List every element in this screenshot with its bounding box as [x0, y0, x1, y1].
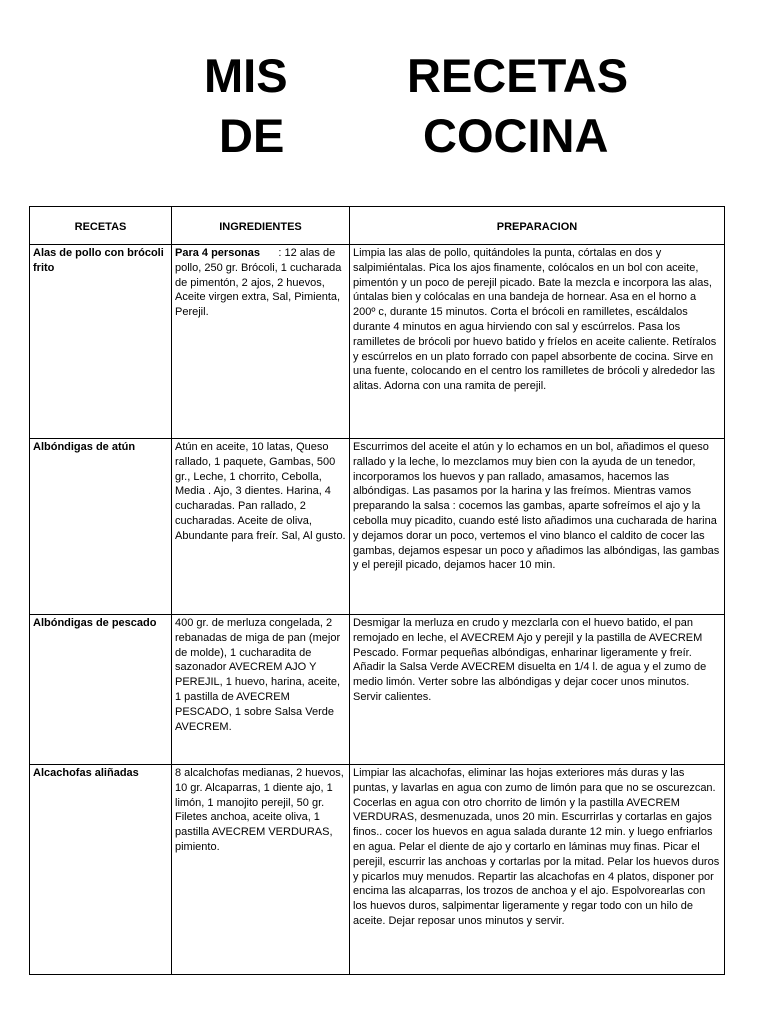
recipe-name: Albóndigas de atún	[30, 439, 172, 615]
recipe-ingredients	[172, 245, 350, 439]
table-header-row	[30, 207, 725, 245]
title-word-mis: MIS	[204, 49, 288, 102]
header-preparacion: PREPARACION	[350, 207, 725, 245]
recipe-ingredients: 400 gr. de merluza congelada, 2 rebanadas de miga de pan (mejor de molde), 1 cucharadita de sazonador AVECREM AJO Y PEREJIL, 1 huevo, harina, aceite, 1 pastilla de AVECREM PESCADO, 1 sobre Salsa Verde AVECREM.	[172, 615, 350, 765]
table-row	[30, 439, 725, 615]
header-recetas: RECETAS	[30, 207, 172, 245]
recipe-name: Alas de pollo con brócoli frito	[30, 245, 172, 439]
document-title	[0, 46, 768, 166]
title-word-recetas: RECETAS	[407, 49, 629, 102]
recipe-preparation: Desmigar la merluza en crudo y mezclarla con el huevo batido, el pan remojado en leche, el AVECREM Ajo y perejil y la pastilla de AVECREM Pescado. Formar pequeñas albóndigas, enharinar ligeramente y freír. Añadir la Salsa Verde AVECREM disuelta en 1/4 l. de agua y el zumo de medio limón. Verter sobre las albóndigas y dejar cocer unos minutos. Servir calientes.	[350, 615, 725, 765]
table-row	[30, 245, 725, 439]
recipe-name: Albóndigas de pescado	[30, 615, 172, 765]
table-row	[30, 615, 725, 765]
recipe-name: Alcachofas aliñadas	[30, 765, 172, 975]
recipe-preparation: Limpia las alas de pollo, quitándoles la punta, córtalas en dos y salpimiéntalas. Pica los ajos finamente, colócalos en un bol con aceite, pimentón y un poco de perejil picado. Bate la mezcla e incorpora las alas, úntalas bien y colócalas en una bandeja de hornear. Asa en el horno a 200º c, durante 15 minutos. Corta el brócoli en ramilletes, escáldalos durante 4 minutos en agua hirviendo con sal y escúrrelos. Pasa los ramilletes de brócoli por huevo batido y fríelos en aceite caliente. Retíralos y escúrrelos en un plato forrado con papel absorbente de cocina. Sirve en una fuente, colocando en el centro los ramilletes de brócoli y alrededor las alitas. Adorna con una ramita de perejil.	[350, 245, 725, 439]
recipe-preparation: Escurrimos del aceite el atún y lo echamos en un bol, añadimos el queso rallado y la leche, lo mezclamos muy bien con la ayuda de un tenedor, incorporamos los huevos y pan rallado, amasamos, hacemos las albóndigas. Las pasamos por la harina y las freímos. Mientras vamos preparando la salsa : cocemos las gambas, aparte sofreímos el ajo y la cebolla muy picadito, cuando esté listo añadimos una cucharada de harina y dejamos dorar un poco, vertemos el vino blanco el caldito de cocer las gambas, dejamos espesar un poco y añadimos las albóndigas, las gambas y el perejil picado, dejamos hacer 10 min.	[350, 439, 725, 615]
recipes-table	[29, 206, 725, 975]
recipe-ingredients: 8 alcalchofas medianas, 2 huevos, 10 gr. Alcaparras, 1 diente ajo, 1 limón, 1 manojito perejil, 50 gr. Filetes anchoa, aceite oliva, 1 pastilla AVECREM VERDURAS, pimiento.	[172, 765, 350, 975]
header-ingredientes: INGREDIENTES	[172, 207, 350, 245]
title-word-de: DE	[219, 109, 285, 162]
ingredients-text: : 12 alas de pollo, 250 gr. Brócoli, 1 cucharada de pimentón, 2 ajos, 2 huevos, Aceite virgen extra, Sal, Pimienta, Perejil.	[175, 247, 347, 319]
table-row	[30, 765, 725, 975]
title-word-cocina: COCINA	[423, 109, 609, 162]
recipe-preparation: Limpiar las alcachofas, eliminar las hojas exteriores más duras y las puntas, y lavarlas en agua con zumo de limón para que no se oscurezcan. Cocerlas en agua con otro chorrito de limón y la pastilla AVECREM VERDURAS, desmenuzada, unos 20 min. Escurrirlas y cortarlas en gajos finos.. cocer los huevos en agua salada durante 12 min. y luego enfriarlos en agua. Pelar el diente de ajo y cortarlo en láminas muy finas. Picar el perejil, escurrir las anchoas y cortarlas por la mitad. Pelar los huevos duros y picarlos muy menudos. Repartir las alcachofas en 4 platos, disponer por encima las alcaparras, los trozos de anchoa y el ajo. Espolvorearlas con los huevos duros, salpimentar ligeramente y regar todo con un hilo de aceite. Dejar reposar unos minutos y servir.	[350, 765, 725, 975]
ingredients-lead: Para 4 personas	[175, 247, 260, 259]
recipe-ingredients: Atún en aceite, 10 latas, Queso rallado, 1 paquete, Gambas, 500 gr., Leche, 1 chorrito, Cebolla, Media . Ajo, 3 dientes. Harina, 4 cucharadas. Pan rallado, 2 cucharadas. Aceite de oliva, Abundante para freír. Sal, Al gusto.	[172, 439, 350, 615]
